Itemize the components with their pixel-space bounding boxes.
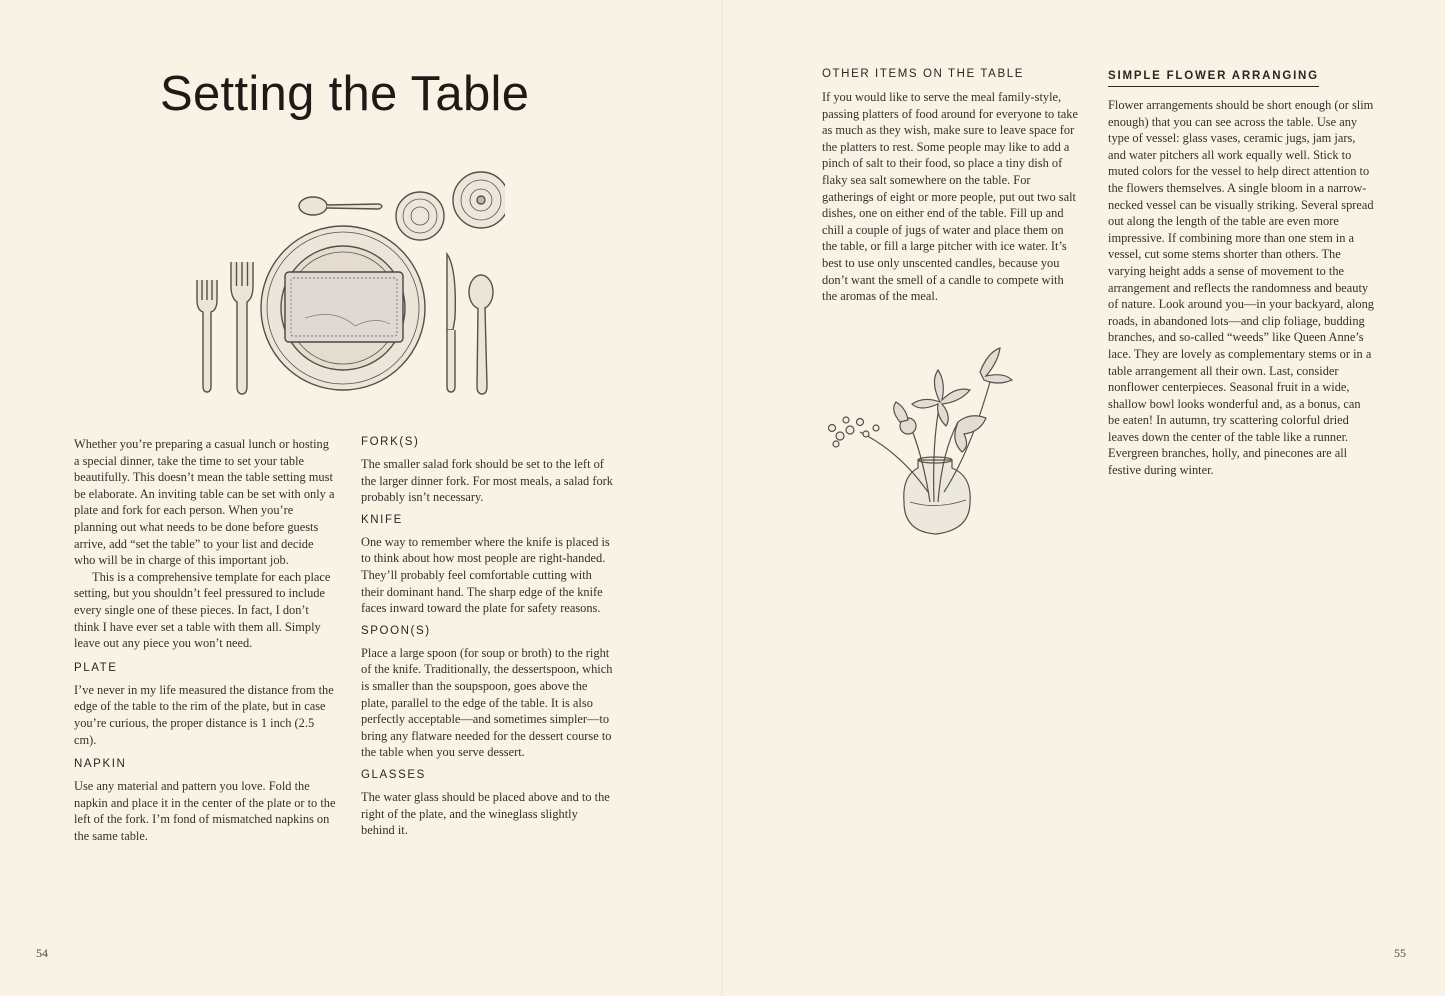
fork-heading: FORK(S) <box>361 436 420 448</box>
flower-arranging-heading: SIMPLE FLOWER ARRANGING <box>1108 70 1319 87</box>
intro-paragraph-2: This is a comprehensive template for each place setting, but you shouldn’t feel pressured to include every single one of these pieces. In fact, I don’t think I have ever set a table with them all. Simply leave out any piece you won’t need. <box>74 569 331 651</box>
place-setting-illustration <box>185 168 505 398</box>
small-blossoms-icon <box>829 417 880 447</box>
plate-heading: PLATE <box>74 661 118 674</box>
page-number-right: 55 <box>1394 946 1406 960</box>
fork-text: The smaller salad fork should be set to the left of the larger dinner fork. For most meals, a salad fork probably isn’t necessary. <box>361 457 613 505</box>
plate-text: I’ve never in my life measured the distance from the edge of the table to the rim of the plate, but in case you’re curious, the proper distance is 1 inch (2.5 cm). <box>74 682 334 747</box>
flower-icon <box>894 348 1012 452</box>
napkin-heading: NAPKIN <box>74 758 127 771</box>
intro-paragraph-1: Whether you’re preparing a casual lunch or hosting a special dinner, take the time to set your table beautifully. This doesn’t mean the table setting must be elaborate. An inviting table can be set with only a plate and fork for each person. When you’re planning out what needs to be done before guests arrive, add “set the table” to your list and decide who will be in charge of this important job. <box>74 437 335 568</box>
glasses-heading: GLASSES <box>361 768 426 781</box>
knife-text: One way to remember where the knife is placed is to think about how most people are right-handed. They’ll probably feel comfortable cutting with their dominant hand. The sharp edge of the knife faces inward toward the plate for safety reasons. <box>361 534 610 616</box>
napkin-text: Use any material and pattern you love. Fold the napkin and place it in the center of the plate or to the left of the fork. I’m fond of mismatched napkins on the same table. <box>74 779 336 843</box>
knife-heading: KNIFE <box>361 513 403 526</box>
other-items-heading: OTHER ITEMS ON THE TABLE <box>822 68 1024 80</box>
flower-vase-illustration <box>820 342 1020 538</box>
page-number-left: 54 <box>36 946 48 960</box>
salad-fork-icon <box>197 280 217 392</box>
flower-arranging-column <box>1108 66 1374 479</box>
right-page <box>722 0 1445 996</box>
spoon-text: Place a large spoon (for soup or broth) to the right of the knife. Traditionally, the dessertspoon, which is smaller than the soupspoon, goes above the plate, parallel to the edge of the table. It is also perfectly acceptable—and sometimes simpler—to bring any flatware needed for the dessert course to the table when you serve dessert. <box>361 645 613 760</box>
spoon-heading: SPOON(S) <box>361 624 431 637</box>
vase-icon <box>904 457 970 534</box>
dessert-spoon-icon <box>299 197 382 215</box>
flower-arranging-text: Flower arrangements should be short enough (or slim enough) that you can see across the table. Use any type of vessel: glass vases, ceramic jugs, jam jars, and water pitchers all work equally well. Stick to muted colors for the vessel to help direct attention to the flowers themselves. A single bloom in a narrow-necked vessel can be visually striking. Several spread out along the length of the table are even more impressive. If combining more than one stem in a vessel, cut some stems shorter than others. The varying height adds a sense of movement to the arrangement and reflects the randomness and beauty of nature. Look around you—in your backyard, along roads, in abandoned lots—and clip foliage, budding branches, and so-called “weeds” like Queen Anne’s lace. They are lovely as complementary stems or in a table arrangement all their own. Last, consider nonflower centerpieces. Seasonal fruit in a wide, shallow bowl looks wonderful and, as a bonus, can be eaten! In autumn, try scattering colorful dried leaves down the center of the table like a runner. Evergreen branches, holly, and pinecones are all festive during winter. <box>1108 98 1374 478</box>
wine-glass-icon <box>453 172 505 228</box>
other-items-column <box>822 68 1080 305</box>
glasses-text: The water glass should be placed above and to the right of the plate, and the wineglass slightly behind it. <box>361 789 610 838</box>
water-glass-icon <box>396 192 444 240</box>
dinner-fork-icon <box>231 262 253 394</box>
other-items-text: If you would like to serve the meal family-style, passing platters of food around for everyone to take as much as they wish, make sure to leave space for the platters to rest. Some people may like to add a pinch of salt to their food, so place a tiny dish of flaky sea salt somewhere on the table. For gatherings of eight or more people, put out two salt dishes, one on either end of the table. Fill up and chill a couple of jugs of water and place them on the table, or fill a large pitcher with ice water. It’s best to use only unscented candles, because you don’t want the smell of a candle to compete with the aromas of the meal. <box>822 90 1078 304</box>
soup-spoon-icon <box>469 275 493 394</box>
knife-icon <box>447 254 455 392</box>
napkin-icon <box>285 272 403 342</box>
page-title: Setting the Table <box>160 67 530 121</box>
middle-column <box>361 436 613 839</box>
left-page <box>0 0 722 996</box>
left-column <box>74 436 336 844</box>
